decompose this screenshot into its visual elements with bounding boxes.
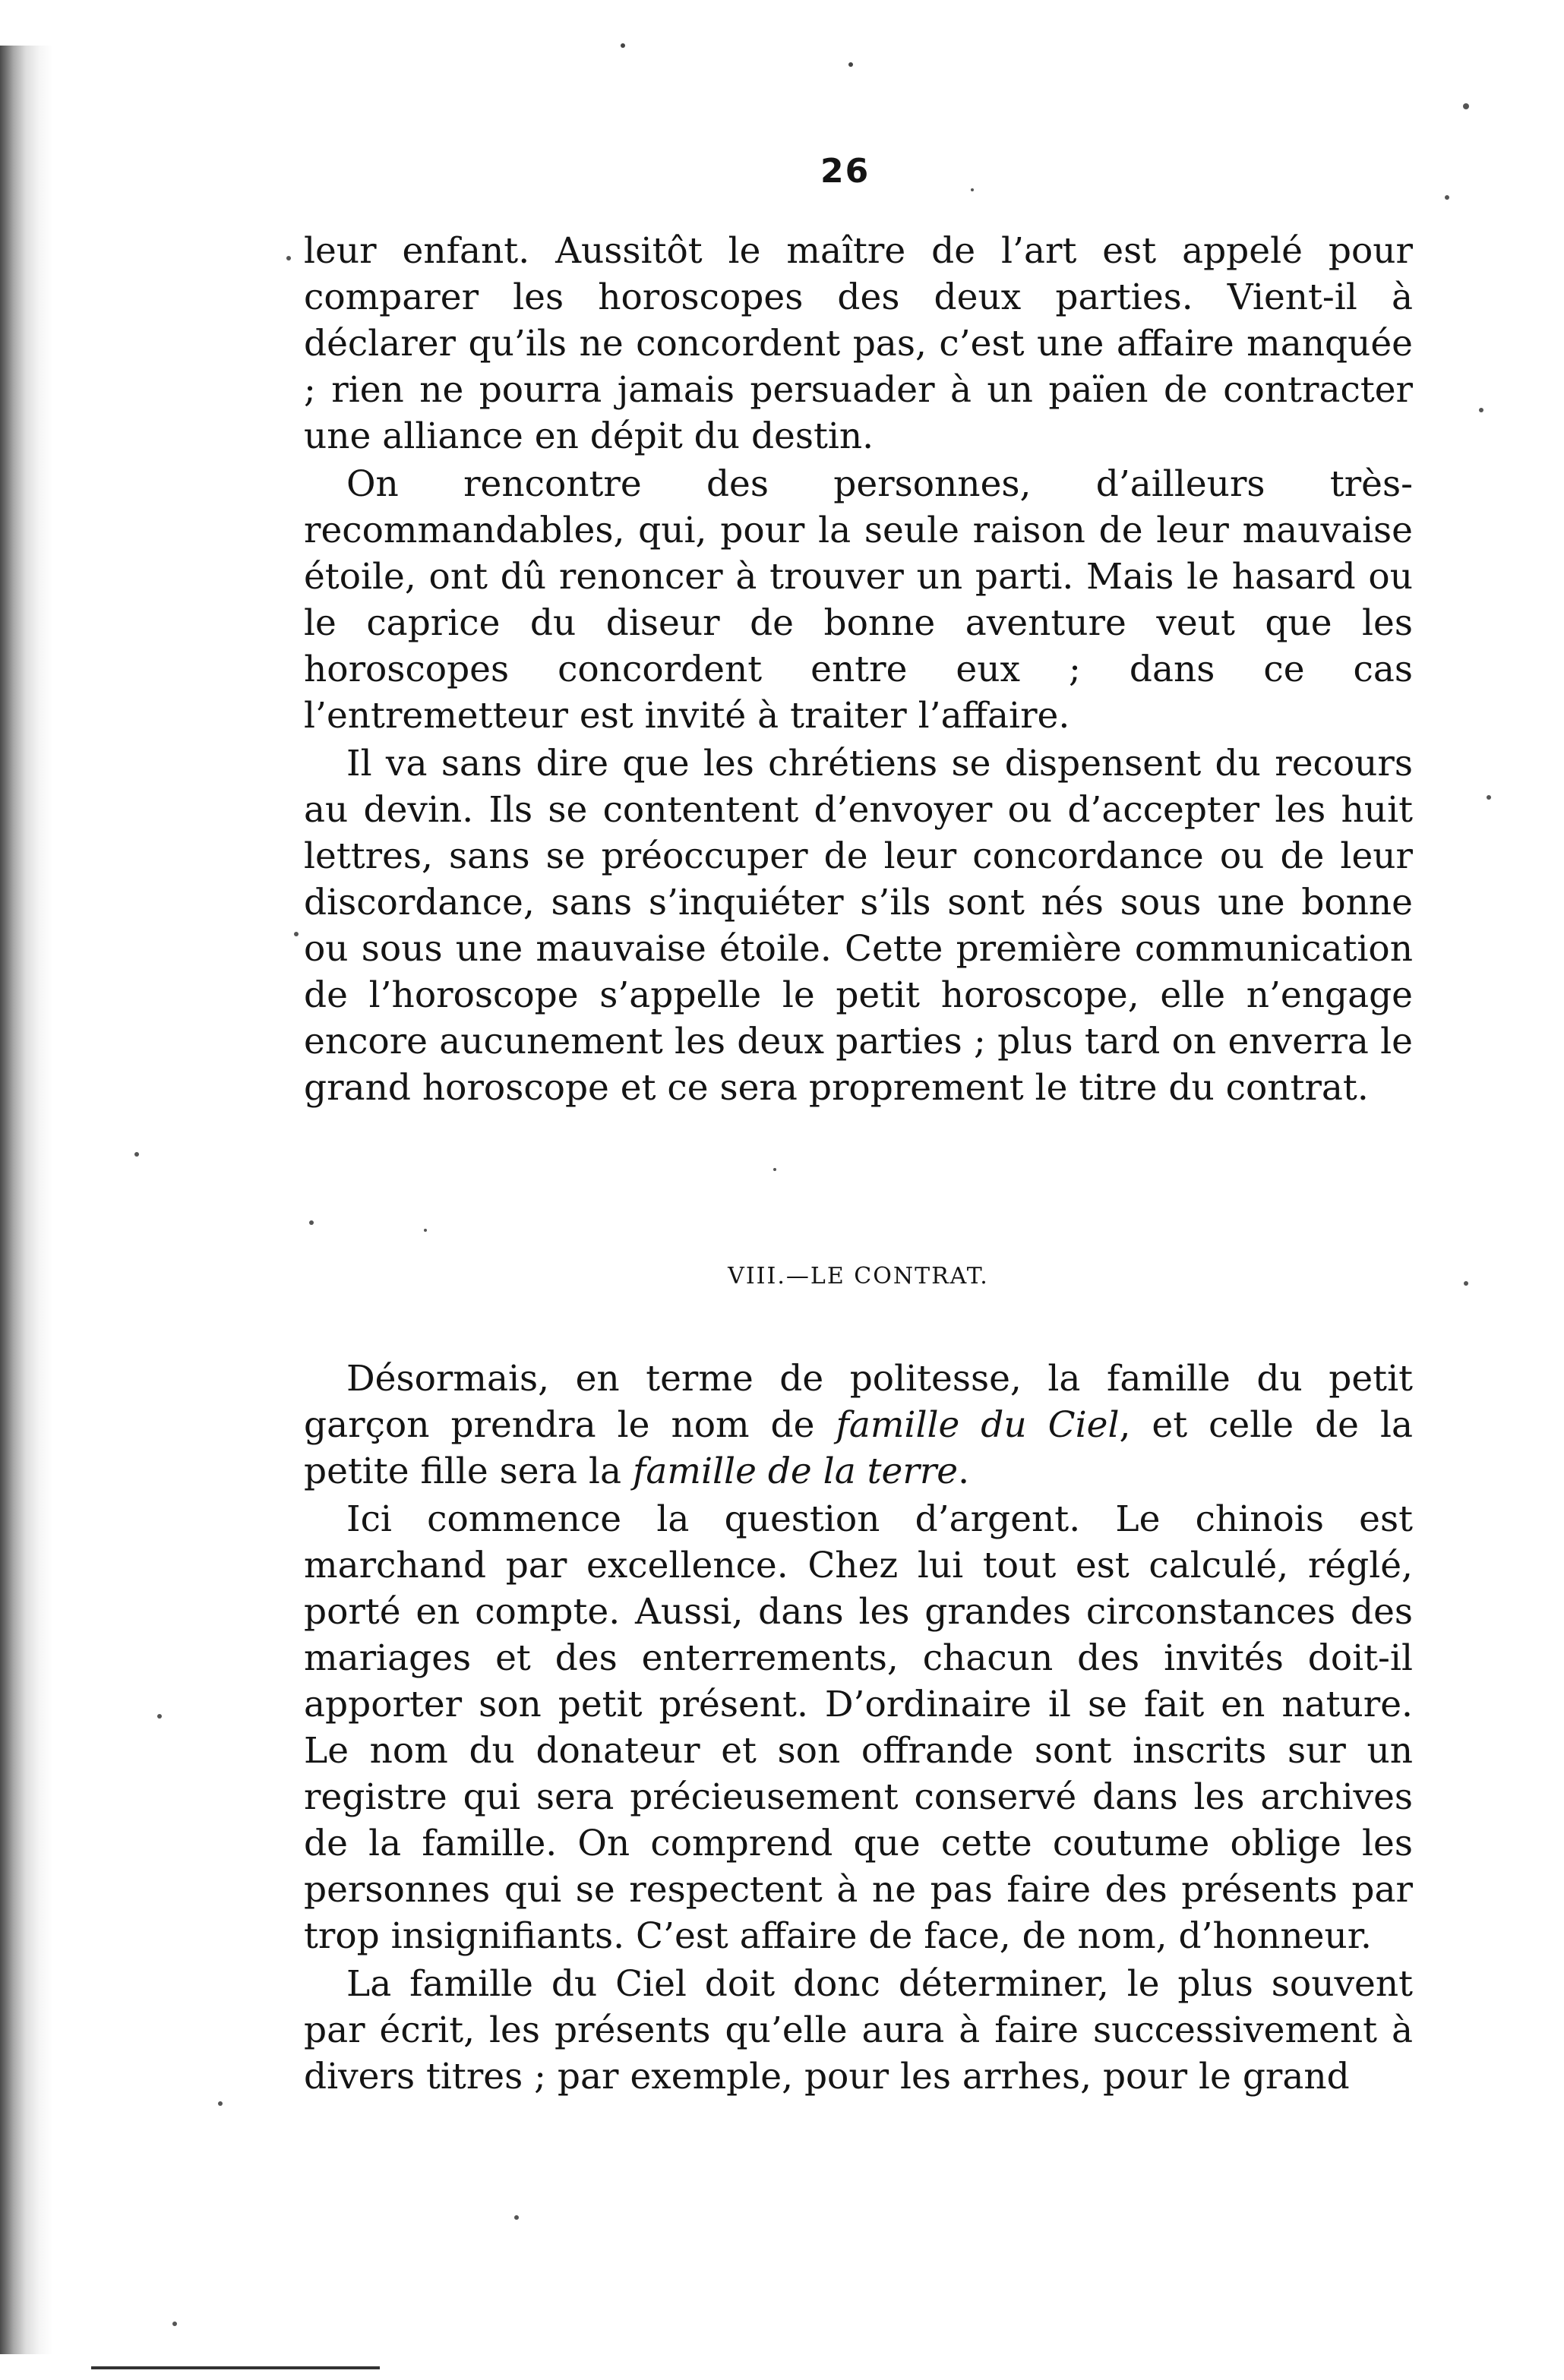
paragraph-5: Ici commence la question d’argent. Le chinois est marchand par excellence. Chez lui tout est calculé, réglé, porté en compte. Aussi, dans les grandes circonstances des mariages et des enterrements, chacun des invités doit-il apporter son petit présent. D’ordinaire il se fait en nature. Le nom du donateur et son offrande sont inscrits sur un registre qui sera précieusement conservé dans les archives de la famille. On comprend que cette coutume oblige les personnes qui se respectent à ne pas faire des présents par trop insignifiants. C’est affaire de face, de nom, d’honneur.	[304, 1498, 1413, 1957]
famille-text-1: Désormais, en terme de politesse, la famille du petit garçon prendra le nom de	[304, 1358, 1413, 1446]
section-heading: VIII.—LE CONTRAT.	[728, 1263, 989, 1289]
paragraph-famille	[304, 1356, 1413, 1495]
famille-de-la-terre: famille de la terre	[632, 1450, 959, 1492]
paragraph-2: On rencontre des personnes, d’ailleurs très-recommandables, qui, pour la seule raison de leur mauvaise étoile, ont dû renoncer à trouver un parti. Mais le hasard ou le caprice du diseur de bonne aventure veut que les horoscopes concordent entre eux ; dans ce cas l’entremetteur est invité à traiter l’affaire.	[304, 463, 1413, 737]
famille-du-ciel: famille du Ciel	[836, 1404, 1120, 1446]
famille-text-2: , et celle de la petite fille sera la	[304, 1404, 1413, 1492]
paragraph-1: leur enfant. Aussitôt le maître de l’art est appelé pour comparer les horoscopes des deux parties. Vient-il à déclarer qu’ils ne concordent pas, c’est une affaire manquée ; rien ne pourra jamais persuader à un païen de contracter une alliance en dépit du destin.	[304, 230, 1413, 457]
binding-gutter	[0, 46, 53, 2354]
paragraph-6: La famille du Ciel doit donc déterminer, le plus souvent par écrit, les présents qu’elle aura à faire successivement à divers titres ; par exemple, pour les arrhes, pour le grand	[304, 1963, 1413, 2097]
page-number: 26	[820, 152, 870, 191]
famille-text-3: .	[958, 1450, 970, 1492]
paragraph-3: Il va sans dire que les chrétiens se dispensent du recours au devin. Ils se contentent d’envoyer ou d’accepter les huit lettres, sans se préoccuper de leur concordance ou de leur discordance, sans s’inquiéter s’ils sont nés sous une bonne ou sous une mauvaise étoile. Cette première communication de l’horoscope s’appelle le petit horoscope, elle n’engage encore aucunement les deux parties ; plus tard on enverra le grand horoscope et ce sera proprement le titre du contrat.	[304, 743, 1413, 1109]
gutter-rule	[91, 2366, 380, 2369]
text-block-bottom	[304, 1356, 1413, 2100]
text-block-top	[304, 228, 1413, 1111]
